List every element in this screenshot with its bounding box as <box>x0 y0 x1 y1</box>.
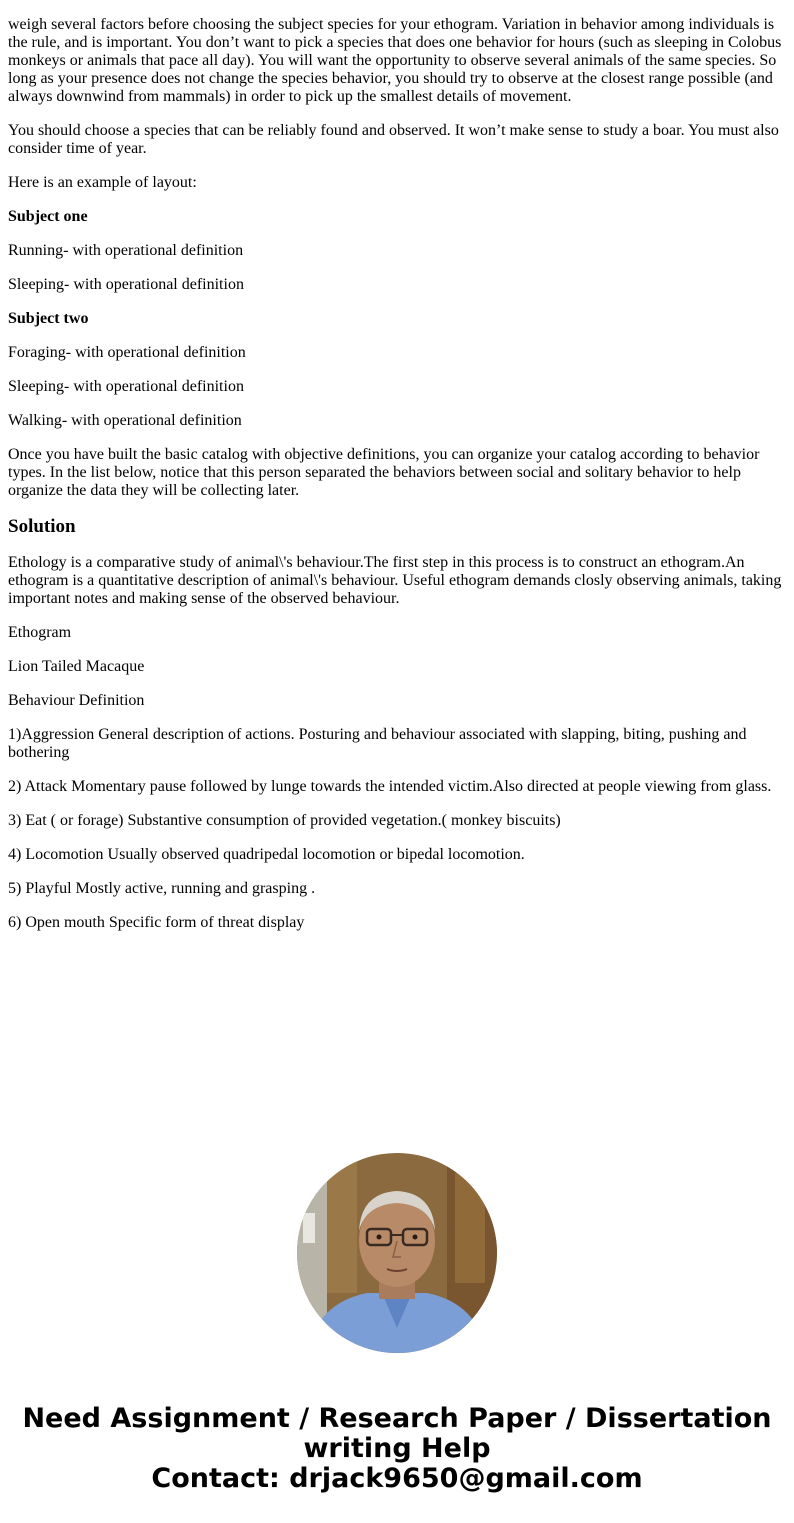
subject-one-item: Running- with operational definition <box>8 242 244 259</box>
subject-one-heading: Subject one <box>8 208 88 225</box>
footer-contact: Contact: drjack9650@gmail.com <box>151 1463 643 1494</box>
subject-two-heading: Subject two <box>8 310 89 327</box>
avatar <box>297 1153 497 1353</box>
footer-line: writing Help <box>303 1433 491 1464</box>
species-choice-paragraph: You should choose a species that can be reliably found and observed. It won’t make sense to study a boar. You must also consider time of year. <box>8 122 779 157</box>
solution-heading: Solution <box>8 516 76 537</box>
organize-paragraph: Once you have built the basic catalog with objective definitions, you can organize your catalog according to behavior types. In the list below, notice that this person separated the behaviors between social and solitary behavior to help organize the data they will be collecting later. <box>8 446 760 499</box>
layout-intro: Here is an example of layout: <box>8 174 197 191</box>
ethogram-label: Ethogram <box>8 624 72 641</box>
subject-two-item: Foraging- with operational definition <box>8 344 246 361</box>
footer-banner <box>0 1404 794 1494</box>
article-content <box>8 16 786 948</box>
intro-paragraph: weigh several factors before choosing the subject species for your ethogram. Variation in behavior among individuals is the rule, and is important. You don’t want to pick a species that does one behavior for hours (such as sleeping in Colobus monkeys or animals that pace all day). You will want the opportunity to observe several animals of the same species. So long as your presence does not change the species behavior, you should try to observe at the closest range possible (and always downwind from mammals) in order to pick up the smallest details of movement. <box>8 16 782 105</box>
solution-paragraph: Ethology is a comparative study of animal\'s behaviour.The first step in this process is to construct an ethogram.An ethogram is a quantitative description of animal\'s behaviour. Useful ethogram demands closly observing animals, taking important notes and making sense of the observed behaviour. <box>8 554 782 607</box>
subject-two-item: Walking- with operational definition <box>8 412 242 429</box>
behaviour-item: 4) Locomotion Usually observed quadripedal locomotion or bipedal locomotion. <box>8 846 525 863</box>
behaviour-item: 6) Open mouth Specific form of threat display <box>8 914 305 931</box>
behaviour-item: 5) Playful Mostly active, running and grasping . <box>8 880 316 897</box>
subject-two-item: Sleeping- with operational definition <box>8 378 244 395</box>
behaviour-item: 1)Aggression General description of actions. Posturing and behaviour associated with slapping, biting, pushing and bothering <box>8 726 747 761</box>
species-name: Lion Tailed Macaque <box>8 658 145 675</box>
subject-one-item: Sleeping- with operational definition <box>8 276 244 293</box>
behaviour-item: 3) Eat ( or forage) Substantive consumption of provided vegetation.( monkey biscuits) <box>8 812 561 829</box>
portrait-image <box>297 1153 497 1353</box>
behaviour-item: 2) Attack Momentary pause followed by lunge towards the intended victim.Also directed at people viewing from glass. <box>8 778 772 795</box>
behaviour-table-header: Behaviour Definition <box>8 692 145 709</box>
footer-line: Need Assignment / Research Paper / Dissertation <box>22 1403 772 1434</box>
